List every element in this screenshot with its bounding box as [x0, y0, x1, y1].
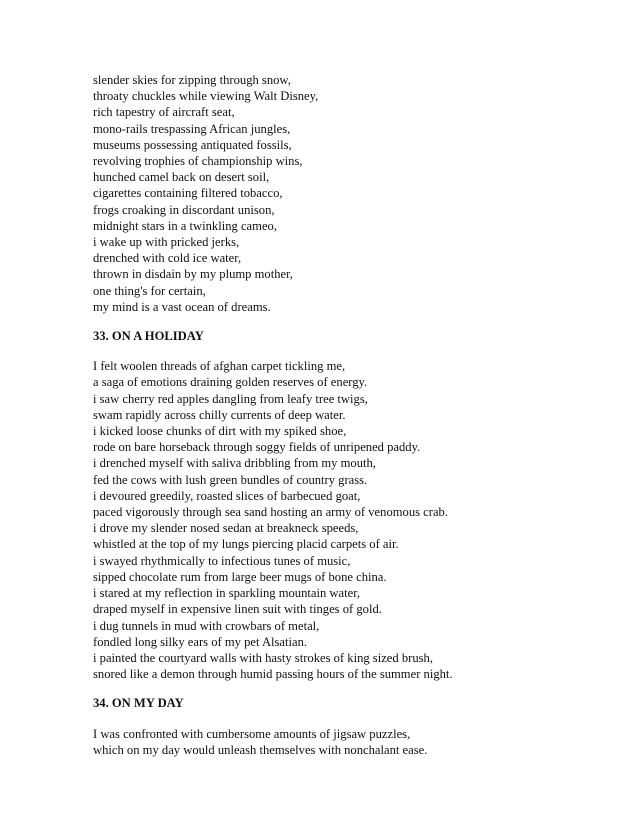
poem-line: i devoured greedily, roasted slices of barbecued goat,: [93, 488, 361, 503]
poem-line: a saga of emotions draining golden reserves of energy.: [93, 375, 368, 390]
poem-line: frogs croaking in discordant unison,: [93, 202, 275, 217]
poem-title-34: 34. ON MY DAY: [93, 696, 184, 711]
poem-line: drenched with cold ice water,: [93, 251, 242, 266]
poem-line: revolving trophies of championship wins,: [93, 154, 303, 169]
poem-line: i drenched myself with saliva dribbling from my mouth,: [93, 456, 376, 471]
poem-line: i painted the courtyard walls with hasty strokes of king sized brush,: [93, 650, 433, 665]
poem-line: fondled long silky ears of my pet Alsatian.: [93, 634, 308, 649]
poem-line: I was confronted with cumbersome amounts of jigsaw puzzles,: [93, 726, 411, 741]
poem-title-33: 33. ON A HOLIDAY: [93, 329, 204, 344]
poem-line: i drove my slender nosed sedan at breakneck speeds,: [93, 521, 359, 536]
poem-line: rich tapestry of aircraft seat,: [93, 105, 235, 120]
poem-33-body: [93, 358, 613, 682]
poem-line: I felt woolen threads of afghan carpet tickling me,: [93, 359, 346, 374]
poem-line: whistled at the top of my lungs piercing placid carpets of air.: [93, 537, 399, 552]
poem-line: which on my day would unleash themselves with nonchalant ease.: [93, 742, 428, 757]
poem-line: thrown in disdain by my plump mother,: [93, 267, 293, 282]
poem-line: sipped chocolate rum from large beer mugs of bone china.: [93, 569, 387, 584]
poem-line: paced vigorously through sea sand hosting an army of venomous crab.: [93, 505, 448, 520]
poem-line: fed the cows with lush green bundles of country grass.: [93, 472, 368, 487]
poem-line: rode on bare horseback through soggy fields of unripened paddy.: [93, 440, 421, 455]
poem-line: throaty chuckles while viewing Walt Disney,: [93, 89, 319, 104]
poem-line: one thing's for certain,: [93, 283, 206, 298]
stanza-continued: [93, 72, 613, 315]
poem-line: hunched camel back on desert soil,: [93, 170, 270, 185]
poem-line: midnight stars in a twinkling cameo,: [93, 218, 277, 233]
poem-line: cigarettes containing filtered tobacco,: [93, 186, 283, 201]
poem-line: mono-rails trespassing African jungles,: [93, 121, 291, 136]
poem-34-body: [93, 726, 613, 758]
page-content: [93, 72, 613, 758]
poem-line: museums possessing antiquated fossils,: [93, 137, 292, 152]
poem-line: swam rapidly across chilly currents of deep water.: [93, 407, 346, 422]
poem-line: i swayed rhythmically to infectious tunes of music,: [93, 553, 351, 568]
poem-line: my mind is a vast ocean of dreams.: [93, 299, 271, 314]
poem-line: i wake up with pricked jerks,: [93, 235, 240, 250]
poem-line: i stared at my reflection in sparkling mountain water,: [93, 586, 361, 601]
poem-line: draped myself in expensive linen suit with tinges of gold.: [93, 602, 382, 617]
poem-line: i saw cherry red apples dangling from leafy tree twigs,: [93, 391, 368, 406]
poem-line: slender skies for zipping through snow,: [93, 73, 291, 87]
poem-line: i dug tunnels in mud with crowbars of metal,: [93, 618, 320, 633]
poem-line: snored like a demon through humid passing hours of the summer night.: [93, 667, 453, 682]
poem-line: i kicked loose chunks of dirt with my spiked shoe,: [93, 424, 347, 439]
